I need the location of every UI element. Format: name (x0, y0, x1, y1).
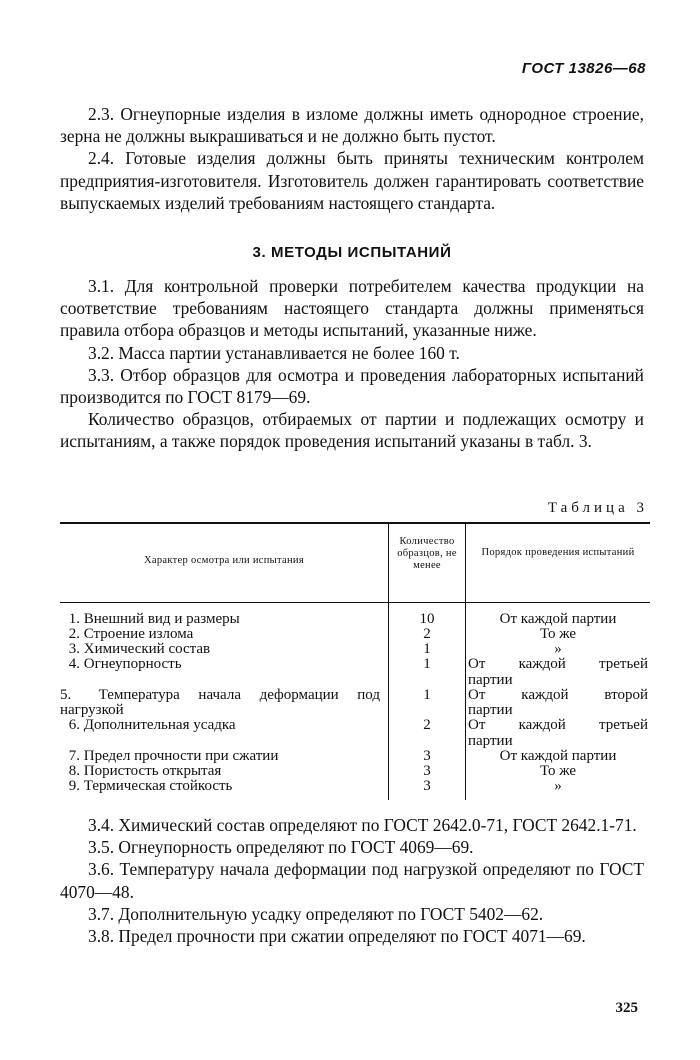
test-order-cell: То же (539, 626, 577, 642)
test-order-cell: » (554, 778, 562, 794)
table-caption: Таблица 3 (547, 500, 648, 516)
intro-text (60, 103, 644, 214)
test-name-cell: 1. Внешний вид и размеры (68, 611, 240, 627)
test-name-cell: 7. Предел прочности при сжатии (68, 748, 279, 764)
test-name-cell: 3. Химический состав (68, 641, 211, 657)
sample-count-cell: 1 (423, 641, 431, 657)
test-order-cell: От каждой партии (499, 748, 617, 764)
sample-count-cell: 2 (423, 626, 431, 642)
test-order-cell: От каждой третьей (468, 656, 648, 672)
sample-count-cell: 1 (423, 687, 431, 703)
page-number: 325 (615, 1000, 638, 1016)
test-order-cell: » (554, 641, 562, 657)
paragraph-3-2: 3.2. Масса партии устанавливается не более 160 т. (88, 342, 460, 363)
sample-count-cell: 2 (423, 717, 431, 733)
paragraph-2-4: 2.4. Готовые изделия должны быть приняты техническим контролем предприятия-изготовителя. Изготовитель должен гарантировать соответствие выпускаемых изделий требованиям настоящего стандарта. (60, 148, 644, 213)
sample-count-cell: 3 (423, 748, 431, 764)
section-heading: 3. МЕТОДЫ ИСПЫТАНИЙ (252, 244, 452, 261)
test-order-cell-continued: партии (468, 702, 513, 718)
table-column-divider (388, 522, 389, 800)
table-top-rule (60, 522, 650, 524)
test-order-cell-continued: партии (468, 672, 513, 688)
paragraph-3-1: 3.1. Для контрольной проверки потребителем качества продукции на соответствие требованиям настоящего стандарта должны применяться правила отбора образцов и методы испытаний, указанные ниже. (60, 276, 644, 341)
test-name-cell: 9. Термическая стойкость (68, 778, 233, 794)
section-text (60, 275, 644, 453)
table-header-test-order: Порядок проведения испытаний (481, 547, 635, 558)
sample-count-cell: 3 (423, 778, 431, 794)
test-name-cell: 8. Пористость открытая (68, 763, 222, 779)
test-name-cell: 2. Строение излома (68, 626, 194, 642)
closing-text (60, 814, 644, 947)
sample-count-cell: 1 (423, 656, 431, 672)
test-name-cell: 5. Температура начала деформации под (60, 687, 381, 703)
document-code: ГОСТ 13826—68 (521, 60, 646, 77)
test-order-cell: От каждой третьей (468, 717, 648, 733)
test-order-cell-continued: партии (468, 733, 513, 749)
test-name-cell: 4. Огнеупорность (68, 656, 182, 672)
test-order-cell: От каждой партии (499, 611, 617, 627)
table-column-divider (465, 522, 466, 800)
paragraph-3-7: 3.7. Дополнительную усадку определяют по ГОСТ 5402—62. (88, 903, 544, 924)
sample-count-cell: 10 (419, 611, 435, 627)
table-header-test-type: Характер осмотра или испытания (144, 555, 304, 566)
paragraph-3-5: 3.5. Огнеупорность определяют по ГОСТ 4069—69. (88, 837, 474, 858)
paragraph-3-4: 3.4. Химический состав определяют по ГОСТ 2642.0-71, ГОСТ 2642.1-71. (88, 815, 637, 835)
test-name-cell-continued: нагрузкой (60, 702, 124, 718)
paragraph-2-3: 2.3. Огнеупорные изделия в изломе должны иметь однородное строение, зерна не должны выкрашиваться и не должно быть пустот. (60, 104, 644, 147)
paragraph-3-6: 3.6. Температуру начала деформации под нагрузкой определяют по ГОСТ 4070—48. (60, 859, 644, 902)
table-header-sample-count: Количество образцов, не менее (397, 536, 457, 571)
paragraph-3-8: 3.8. Предел прочности при сжатии определяют по ГОСТ 4071—69. (88, 926, 586, 947)
table-header-rule (60, 602, 650, 603)
test-order-cell: То же (539, 763, 577, 779)
paragraph-sample-count: Количество образцов, отбираемых от партии и подлежащих осмотру и испытаниям, а также порядок проведения испытаний указаны в табл. 3. (60, 409, 644, 452)
test-order-cell: От каждой второй (468, 687, 648, 703)
sample-count-cell: 3 (423, 763, 431, 779)
paragraph-3-3: 3.3. Отбор образцов для осмотра и проведения лабораторных испытаний производится по ГОСТ 8179—69. (60, 364, 644, 408)
test-name-cell: 6. Дополнительная усадка (68, 717, 236, 733)
